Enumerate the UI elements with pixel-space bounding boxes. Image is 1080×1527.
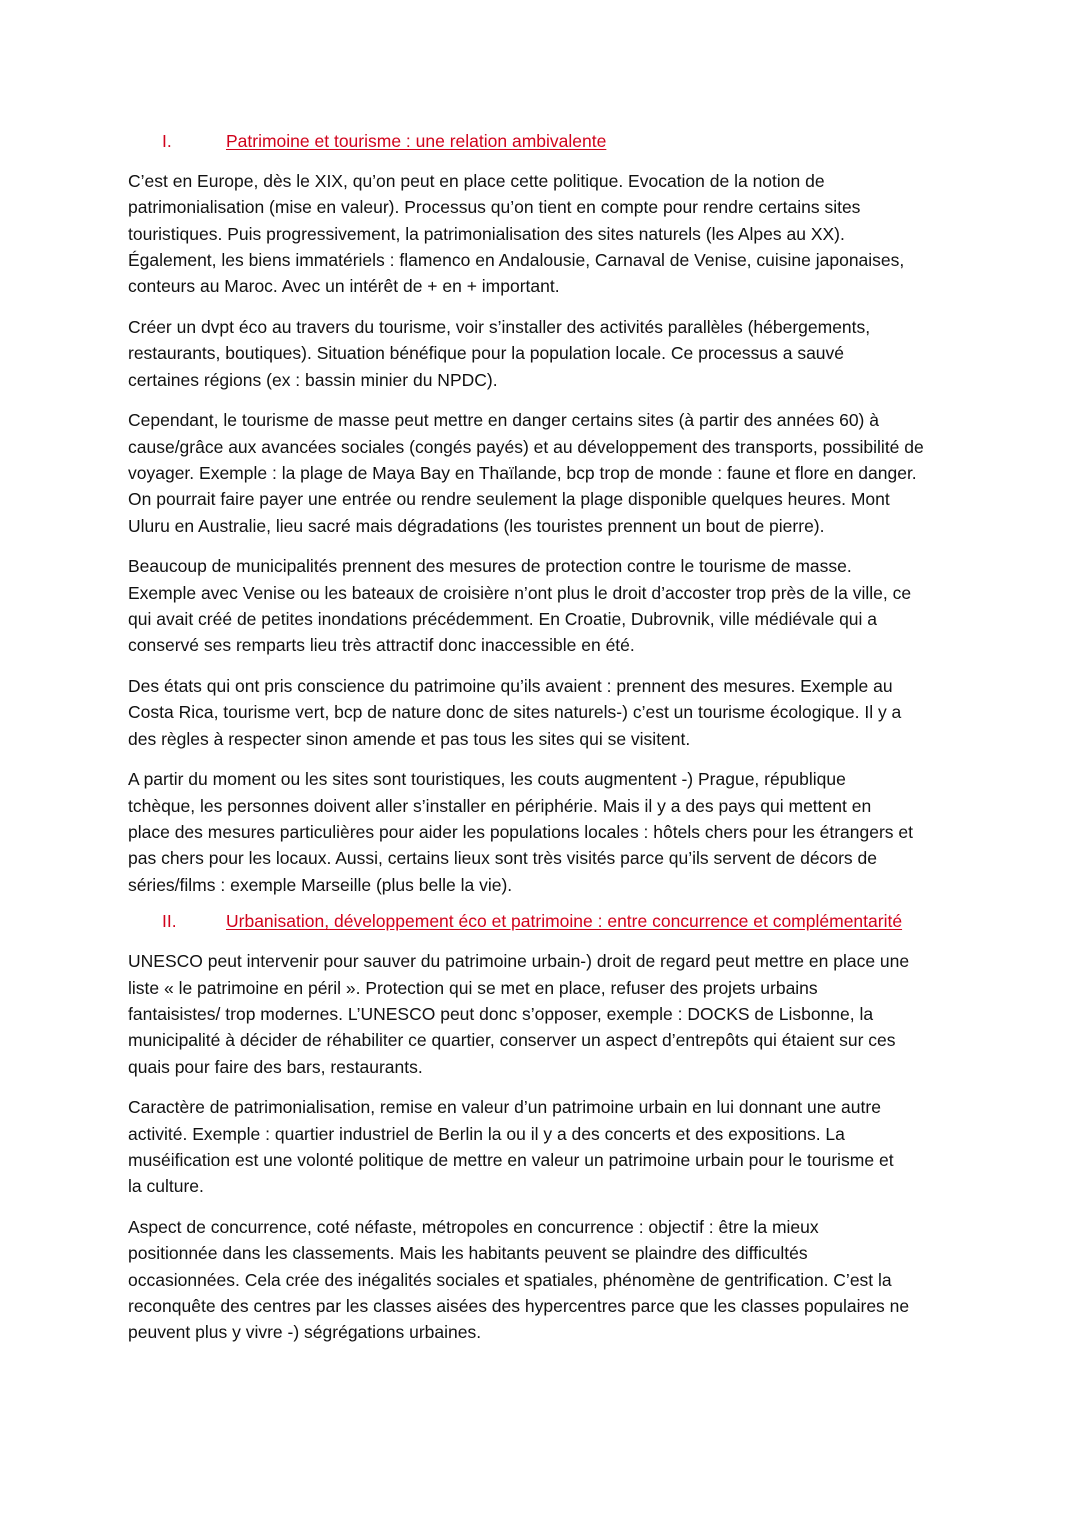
text-line: muséification est une volonté politique de mettre en valeur un patrimoine urbain pour le tourisme et	[128, 1150, 894, 1170]
text-line: activité. Exemple : quartier industriel de Berlin la ou il y a des concerts et des expositions. La	[128, 1123, 845, 1144]
text-line: cause/grâce aux avancées sociales (congés payés) et au développement des transports, possibilité de	[128, 436, 924, 457]
paragraph	[128, 553, 958, 658]
text-line: place des mesures particulières pour aider les populations locales : hôtels chers pour les étrangers et	[128, 822, 914, 843]
text-line: Uluru en Australie, lieu sacré mais dégradations (les touristes prennent un bout de pierre).	[128, 515, 825, 536]
paragraph	[128, 314, 958, 393]
text-line: occasionnées. Cela crée des inégalités sociales et spatiales, phénomène de gentrification. C’est la	[128, 1269, 892, 1290]
text-line: Caractère de patrimonialisation, remise en valeur d’un patrimoine urbain en lui donnant une autre	[128, 1097, 881, 1118]
section-2-heading	[128, 908, 958, 934]
text-line: C’est en Europe, dès le XIX, qu’on peut en place cette politique. Evocation de la notion de	[128, 171, 825, 191]
text-line: quais pour faire des bars, restaurants.	[128, 1056, 423, 1077]
text-line: peuvent plus y vivre -) ségrégations urbaines.	[128, 1322, 482, 1343]
text-line: certaines régions (ex : bassin minier du NPDC).	[128, 369, 498, 390]
text-line: liste « le patrimoine en péril ». Protection qui se met en place, refuser des projets urbains	[128, 977, 818, 998]
text-line: conservé ses remparts lieu très attractif donc inaccessible en été.	[128, 635, 635, 656]
text-line: pas chers pour les locaux. Aussi, certains lieux sont très visités parce qu’ils servent de décors de	[128, 848, 877, 869]
text-line: UNESCO peut intervenir pour sauver du patrimoine urbain-) droit de regard peut mettre en place une	[128, 951, 910, 972]
paragraph	[128, 948, 958, 1079]
text-line: municipalité à décider de réhabiliter ce quartier, conserver un aspect d’entrepôts qui étaient sur ces	[128, 1030, 896, 1051]
text-line: Aspect de concurrence, coté néfaste, métropoles en concurrence : objectif : être la mieux	[128, 1217, 819, 1238]
text-line: voyager. Exemple : la plage de Maya Bay en Thaïlande, bcp trop de monde : faune et flore en danger.	[128, 462, 917, 483]
text-line: la culture.	[128, 1176, 204, 1197]
text-line: séries/films : exemple Marseille (plus belle la vie).	[128, 874, 513, 895]
text-line: touristiques. Puis progressivement, la patrimonialisation des sites naturels (les Alpes au XX).	[128, 223, 845, 244]
section-1-heading	[128, 128, 958, 154]
text-line: Beaucoup de municipalités prennent des mesures de protection contre le tourisme de masse.	[128, 556, 852, 577]
paragraph	[128, 766, 958, 897]
document-body	[128, 128, 958, 1360]
paragraph	[128, 168, 958, 299]
section-1-number: I.	[162, 131, 172, 151]
text-line: Exemple avec Venise ou les bateaux de croisière n’ont plus le droit d’accoster trop près de la ville, ce	[128, 582, 912, 603]
text-line: restaurants, boutiques). Situation bénéfique pour la population locale. Ce processus a sauvé	[128, 343, 845, 364]
paragraph	[128, 673, 958, 752]
text-line: A partir du moment ou les sites sont touristiques, les couts augmentent -) Prague, république	[128, 769, 846, 790]
text-line: conteurs au Maroc. Avec un intérêt de + en + important.	[128, 276, 560, 297]
section-2-title: Urbanisation, développement éco et patrimoine : entre concurrence et complémentarité	[226, 911, 903, 932]
text-line: fantaisistes/ trop modernes. L’UNESCO peut donc s’opposer, exemple : DOCKS de Lisbonne, la	[128, 1004, 874, 1025]
text-line: patrimonialisation (mise en valeur). Processus qu’on tient en compte pour rendre certains sites	[128, 197, 861, 218]
text-line: Cependant, le tourisme de masse peut mettre en danger certains sites (à partir des années 60) à	[128, 410, 879, 431]
text-line: reconquête des centres par les classes aisées des hypercentres parce que les classes populaires ne	[128, 1295, 910, 1316]
text-line: Costa Rica, tourisme vert, bcp de nature donc de sites naturels-) c’est un tourisme écologique. Il y a	[128, 702, 902, 723]
paragraph	[128, 1094, 958, 1199]
section-2-number: II.	[162, 911, 177, 932]
text-line: tchèque, les personnes doivent aller s’installer en périphérie. Mais il y a des pays qui mettent en	[128, 795, 872, 816]
text-line: positionnée dans les classements. Mais les habitants peuvent se plaindre des difficultés	[128, 1243, 808, 1264]
text-line: des règles à respecter sinon amende et pas tous les sites qui se visitent.	[128, 728, 691, 749]
section-1-title: Patrimoine et tourisme : une relation ambivalente	[226, 131, 607, 151]
paragraph	[128, 407, 958, 538]
text-line: Également, les biens immatériels : flamenco en Andalousie, Carnaval de Venise, cuisine japonaises,	[128, 249, 905, 270]
paragraph	[128, 1214, 958, 1345]
text-line: Créer un dvpt éco au travers du tourisme, voir s’installer des activités parallèles (hébergements,	[128, 316, 871, 337]
text-line: qui avait créé de petites inondations précédemment. En Croatie, Dubrovnik, ville médiévale qui a	[128, 608, 878, 629]
text-line: On pourrait faire payer une entrée ou rendre seulement la plage disponible quelques heures. Mont	[128, 489, 890, 510]
text-line: Des états qui ont pris conscience du patrimoine qu’ils avaient : prennent des mesures. Exemple au	[128, 676, 893, 697]
